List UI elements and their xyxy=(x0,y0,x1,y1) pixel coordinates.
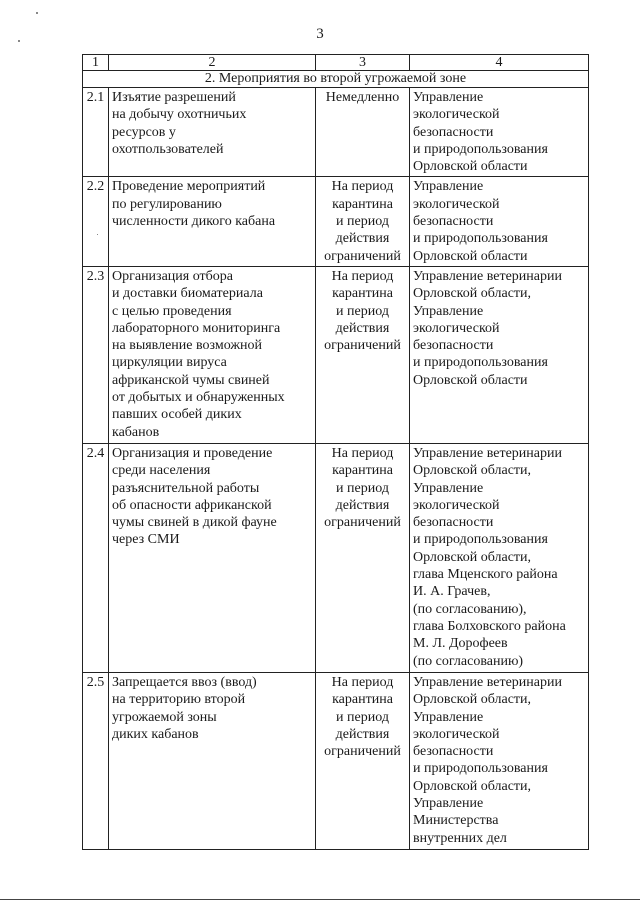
responsible-cell: Управление ветеринарии Орловской области, Управление экологической безопасности и природопользования Орловской области xyxy=(410,266,589,443)
scan-speck xyxy=(97,234,98,235)
column-number-1: 1 xyxy=(83,55,109,71)
action-cell: Запрещается ввоз (ввод) на территорию второй угрожаемой зоны диких кабанов xyxy=(109,672,316,849)
responsible-cell: Управление экологической безопасности и природопользования Орловской области xyxy=(410,177,589,266)
table-row xyxy=(83,177,589,266)
scan-bottom-edge xyxy=(0,899,640,900)
column-number-2: 2 xyxy=(109,55,316,71)
responsible-cell: Управление ветеринарии Орловской области, Управление экологической безопасности и природопользования Орловской области, глава Мценского района И. А. Грачев, (по согласованию), глава Болховского района М. Л. Дорофеев (по согласованию) xyxy=(410,443,589,672)
row-number: 2.3 xyxy=(83,266,109,443)
column-numbers-row xyxy=(83,55,589,71)
row-number: 2.4 xyxy=(83,443,109,672)
row-number: 2.1 xyxy=(83,88,109,177)
row-number: 2.5 xyxy=(83,672,109,849)
responsible-cell: Управление ветеринарии Орловской области, Управление экологической безопасности и природопользования Орловской области, Управление Министерства внутренних дел xyxy=(410,672,589,849)
row-number: 2.2 xyxy=(83,177,109,266)
scan-speck xyxy=(36,12,38,14)
measures-table xyxy=(82,54,589,850)
table-row xyxy=(83,672,589,849)
action-cell: Организация и проведение среди населения разъяснительной работы об опасности африканской чумы свиней в дикой фауне через СМИ xyxy=(109,443,316,672)
column-number-4: 4 xyxy=(410,55,589,71)
term-cell: На период карантина и период действия ограничений xyxy=(316,266,410,443)
term-cell: Немедленно xyxy=(316,88,410,177)
responsible-cell: Управление экологической безопасности и природопользования Орловской области xyxy=(410,88,589,177)
scan-speck xyxy=(18,40,20,42)
page-number: 3 xyxy=(316,26,324,42)
action-cell: Изъятие разрешений на добычу охотничьих ресурсов у охотпользователей xyxy=(109,88,316,177)
section-title: 2. Мероприятия во второй угрожаемой зоне xyxy=(83,71,589,88)
section-title-row xyxy=(83,71,589,88)
term-cell: На период карантина и период действия ограничений xyxy=(316,177,410,266)
column-number-3: 3 xyxy=(316,55,410,71)
term-cell: На период карантина и период действия ограничений xyxy=(316,672,410,849)
table-row xyxy=(83,443,589,672)
action-cell: Проведение мероприятий по регулированию численности дикого кабана xyxy=(109,177,316,266)
table-row xyxy=(83,266,589,443)
action-cell: Организация отбора и доставки биоматериала с целью проведения лабораторного мониторинга на выявление возможной циркуляции вируса африканской чумы свиней от добытых и обнаруженных павших особей диких кабанов xyxy=(109,266,316,443)
term-cell: На период карантина и период действия ограничений xyxy=(316,443,410,672)
table-row xyxy=(83,88,589,177)
